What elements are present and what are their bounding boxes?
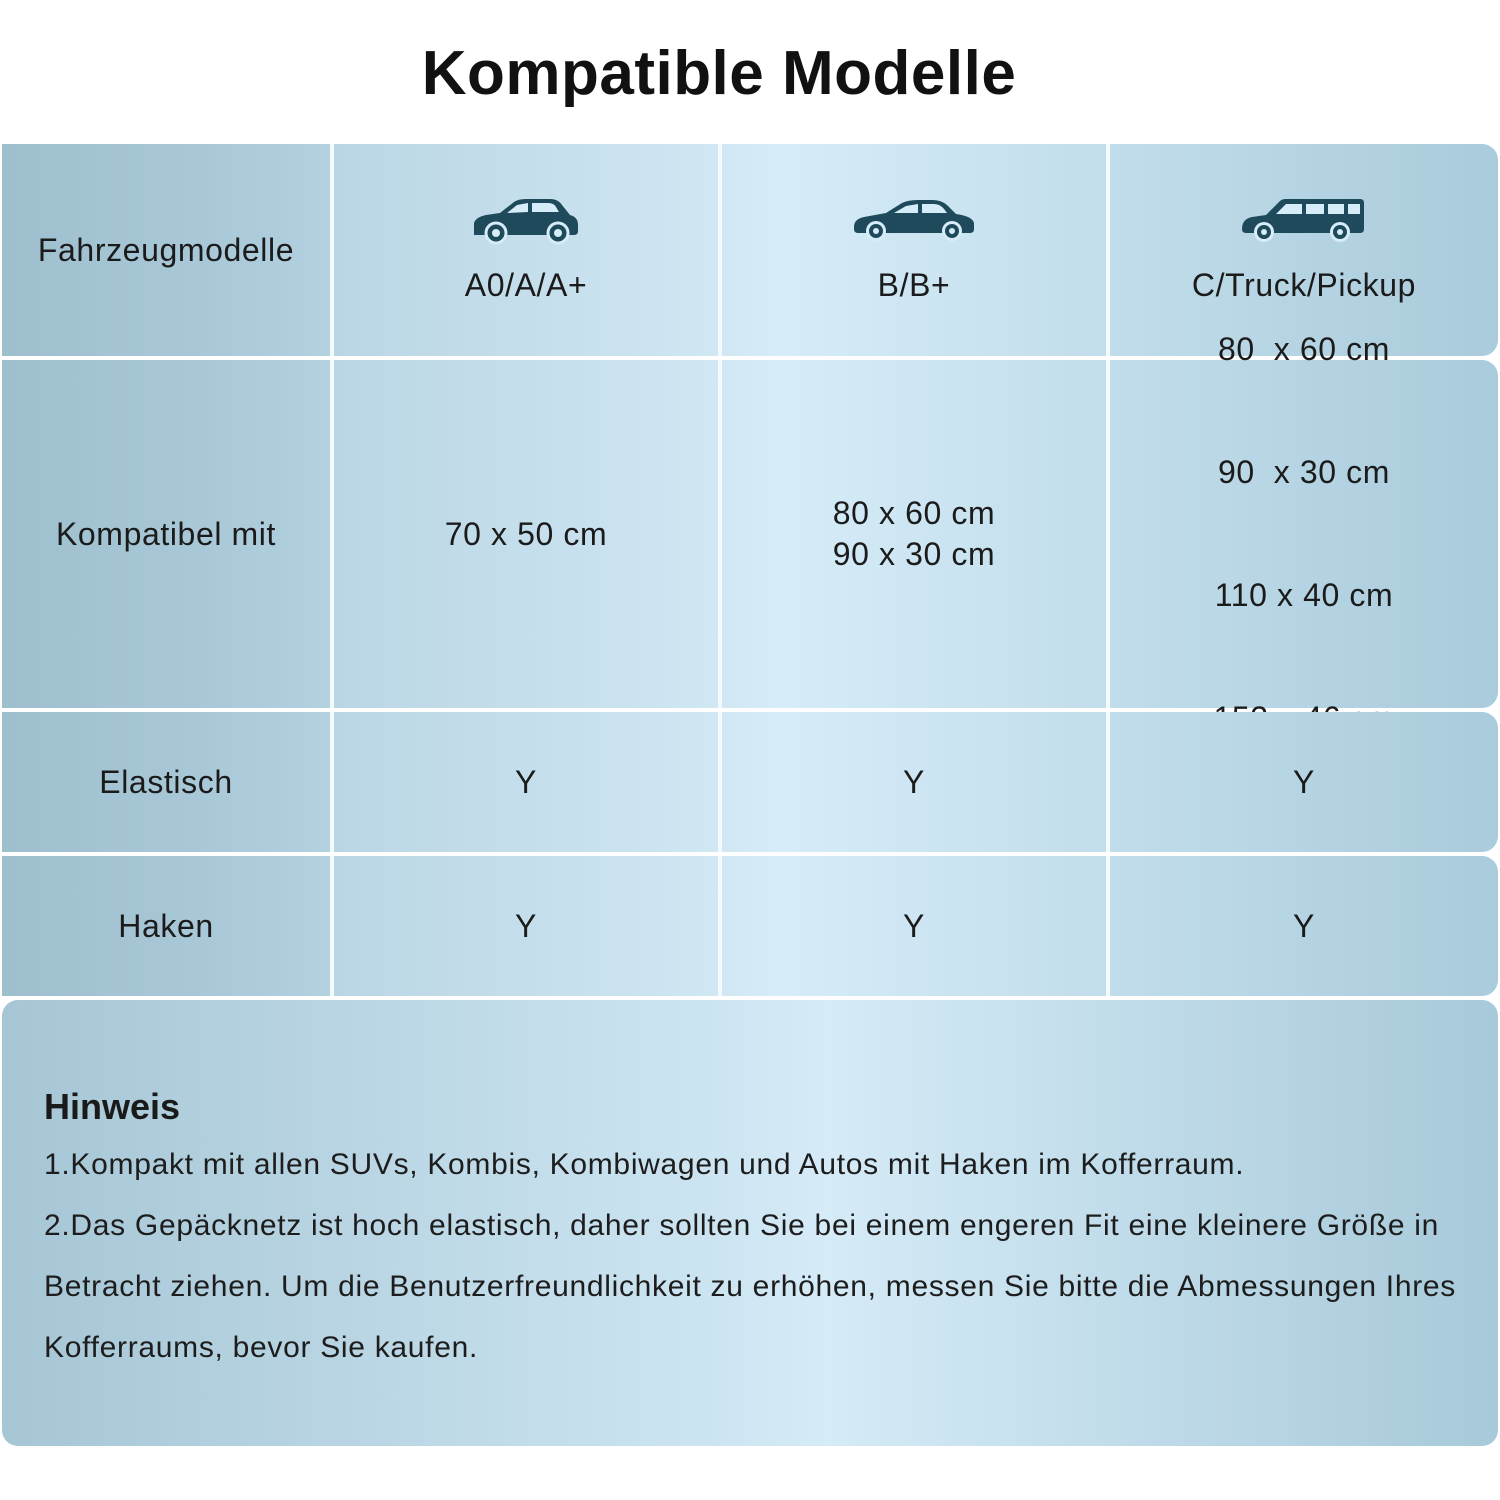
note-box xyxy=(2,1000,1498,1446)
row-label: Kompatibel mit xyxy=(55,515,277,552)
table-row xyxy=(2,712,1498,852)
table-cell xyxy=(334,856,718,996)
table-cell xyxy=(1110,331,1498,708)
row-label-cell xyxy=(2,856,330,996)
model-name: B/B+ xyxy=(877,266,951,303)
size-value: 80 x 60 cm xyxy=(1217,331,1390,367)
table-row xyxy=(2,856,1498,996)
yes-value: Y xyxy=(1293,763,1315,800)
yes-value: Y xyxy=(515,763,537,800)
row-label: Elastisch xyxy=(99,763,233,800)
table-cell xyxy=(1110,712,1498,852)
table-cell xyxy=(722,712,1106,852)
page-title: Kompatible Modelle xyxy=(421,39,1017,108)
table-cell xyxy=(722,360,1106,708)
row-label: Haken xyxy=(118,907,214,944)
model-cell xyxy=(722,144,1106,356)
size-value: 70 x 50 cm xyxy=(444,515,608,552)
suv-car-icon xyxy=(1240,197,1368,245)
table-cell xyxy=(722,856,1106,996)
size-value: 110 x 40 cm xyxy=(1214,577,1394,613)
sedan-car-icon xyxy=(852,197,976,243)
size-value: 90 x 30 cm xyxy=(1217,454,1390,490)
table-row xyxy=(2,331,1498,708)
note-item-1: 1.Kompakt mit allen SUVs, Kombis, Kombiwagen und Autos mit Haken im Kofferraum. xyxy=(44,1148,1245,1181)
yes-value: Y xyxy=(903,907,925,944)
table-cell xyxy=(1110,856,1498,996)
table-cell xyxy=(334,360,718,708)
yes-value: Y xyxy=(515,907,537,944)
note-title: Hinweis xyxy=(44,1086,181,1127)
table-cell xyxy=(334,712,718,852)
yes-value: Y xyxy=(1293,907,1315,944)
size-value: 90 x 30 cm xyxy=(832,536,996,572)
yes-value: Y xyxy=(903,763,925,800)
note-item-2: 2.Das Gepäcknetz ist hoch elastisch, daher sollten Sie bei einem engeren Fit eine kleinere Größe in Betracht ziehen. Um die Benutzerfreundlichkeit zu erhöhen, messen Sie bitte die Abmessungen Ihres Kofferraums, bevor Sie kaufen. xyxy=(44,1209,1456,1364)
row-label-cell xyxy=(2,360,330,708)
model-cell xyxy=(334,144,718,356)
header-label-cell xyxy=(2,144,330,356)
model-name: A0/A/A+ xyxy=(464,266,588,303)
header-label: Fahrzeugmodelle xyxy=(37,231,295,268)
model-name: C/Truck/Pickup xyxy=(1191,266,1417,303)
row-label-cell xyxy=(2,712,330,852)
hatchback-car-icon xyxy=(470,197,582,245)
size-value: 80 x 60 cm xyxy=(832,495,996,531)
